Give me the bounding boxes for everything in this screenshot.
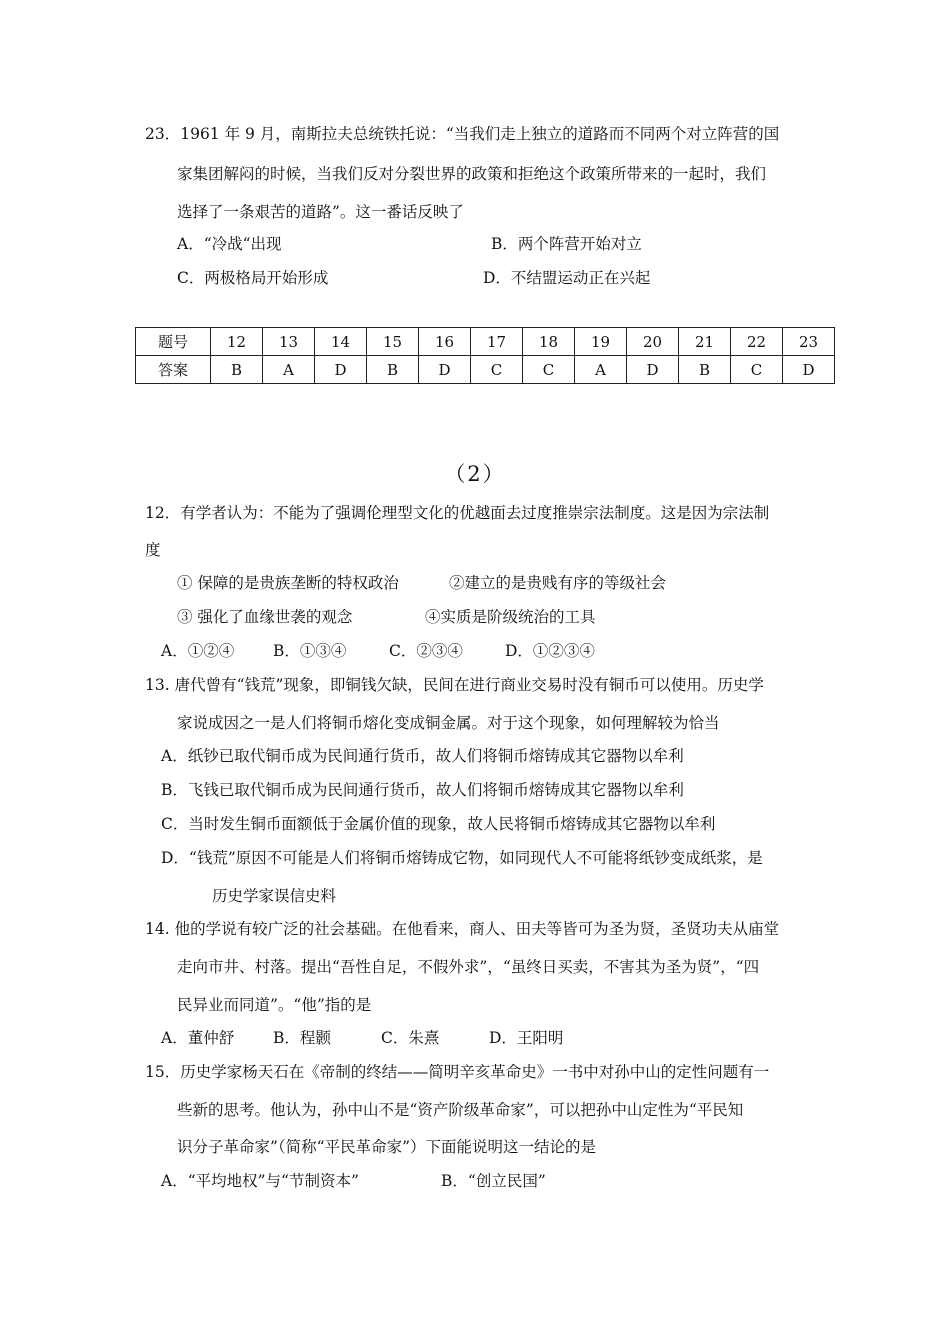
answer-table-answer: D [419, 356, 471, 384]
q13-stem-line1: 13. 唐代曾有“钱荒”现象，即铜钱欠缺，民间在进行商业交易时没有铜币可以使用。历史学 [145, 676, 764, 694]
answer-table-number: 15 [367, 328, 419, 356]
q12-option-c: C．②③④ [389, 642, 463, 660]
answer-table-row-numbers [136, 328, 835, 356]
q13-option-c: C．当时发生铜币面额低于金属价值的现象，故人民将铜币熔铸成其它器物以牟利 [161, 815, 716, 833]
q23-stem-line3: 选择了一条艰苦的道路”。这一番话反映了 [177, 203, 464, 221]
answer-table-number: 22 [731, 328, 783, 356]
answer-table-row-answers [136, 356, 835, 384]
answer-table-answer: A [575, 356, 627, 384]
answer-table-answer: D [315, 356, 367, 384]
q12-statement-2: ②建立的是贵贱有序的等级社会 [449, 574, 667, 592]
q15-stem-line3: 识分子革命家”（简称“平民革命家”）下面能说明这一结论的是 [177, 1138, 597, 1156]
section-title: （2） [444, 462, 506, 486]
answer-table-answer: C [471, 356, 523, 384]
q12-option-a: A．①②④ [161, 642, 235, 660]
answer-table-answer: D [627, 356, 679, 384]
q15-stem-line2: 些新的思考。他认为，孙中山不是“资产阶级革命家”，可以把孙中山定性为“平民知 [177, 1101, 744, 1119]
answer-table [135, 327, 835, 384]
answer-table-answer: B [679, 356, 731, 384]
q15-option-b: B．“创立民国” [441, 1172, 546, 1190]
q15-option-a: A．“平均地权”与“节制资本” [161, 1172, 359, 1190]
q14-option-c: C．朱熹 [381, 1029, 440, 1047]
answer-table-answer: A [263, 356, 315, 384]
answer-table-number: 17 [471, 328, 523, 356]
q12-stem-line2: 度 [145, 541, 161, 559]
q23-option-b: B．两个阵营开始对立 [491, 235, 642, 253]
answer-table-header-answer: 答案 [136, 356, 211, 384]
answer-table-number: 19 [575, 328, 627, 356]
q14-option-b: B．程颢 [273, 1029, 331, 1047]
q12-stem-line1: 12．有学者认为：不能为了强调伦理型文化的优越面去过度推崇宗法制度。这是因为宗法制 [145, 504, 770, 522]
q23-stem-line1: 23．1961 年 9 月，南斯拉夫总统铁托说：“当我们走上独立的道路而不同两个对立阵营的国 [145, 125, 780, 143]
q13-option-b: B．飞钱已取代铜币成为民间通行货币，故人们将铜币熔铸成其它器物以牟利 [161, 781, 684, 799]
answer-table-answer: D [783, 356, 835, 384]
answer-table-answer: B [367, 356, 419, 384]
q13-stem-line2: 家说成因之一是人们将铜币熔化变成铜金属。对于这个现象，如何理解较为恰当 [177, 714, 720, 732]
q23-stem-line2: 家集团解闷的时候，当我们反对分裂世界的政策和拒绝这个政策所带来的一起时，我们 [177, 165, 767, 183]
answer-table-number: 13 [263, 328, 315, 356]
q14-stem-line3: 民异业而同道”。“他”指的是 [177, 996, 372, 1014]
q15-stem-line1: 15．历史学家杨天石在《帝制的终结——简明辛亥革命史》一书中对孙中山的定性问题有一 [145, 1063, 770, 1081]
q13-option-d-line2: 历史学家误信史料 [212, 887, 337, 905]
answer-table-number: 14 [315, 328, 367, 356]
answer-table-number: 18 [523, 328, 575, 356]
answer-table-number: 12 [211, 328, 263, 356]
q14-stem-line1: 14. 他的学说有较广泛的社会基础。在他看来，商人、田夫等皆可为圣为贤，圣贤功夫从庙堂 [145, 920, 780, 938]
q12-statement-4: ④实质是阶级统治的工具 [425, 608, 596, 626]
answer-table-number: 23 [783, 328, 835, 356]
q14-option-a: A．董仲舒 [161, 1029, 235, 1047]
answer-table-answer: C [523, 356, 575, 384]
q12-option-d: D．①②③④ [505, 642, 595, 660]
q23-option-a: A．“冷战“出现 [177, 235, 282, 253]
q23-option-c: C．两极格局开始形成 [177, 269, 329, 287]
answer-table-number: 21 [679, 328, 731, 356]
q12-statement-3: ③ 强化了血缘世袭的观念 [177, 608, 353, 626]
answer-table-header-number: 题号 [136, 328, 211, 356]
q13-option-a: A．纸钞已取代铜币成为民间通行货币，故人们将铜币熔铸成其它器物以牟利 [161, 747, 684, 765]
q23-option-d: D．不结盟运动正在兴起 [483, 269, 651, 287]
answer-table-number: 20 [627, 328, 679, 356]
q12-option-b: B．①③④ [273, 642, 347, 660]
q14-option-d: D．王阳明 [489, 1029, 564, 1047]
q12-statement-1: ① 保障的是贵族垄断的特权政治 [177, 574, 399, 592]
q14-stem-line2: 走向市井、村落。提出“吾性自足，不假外求”，“虽终日买卖，不害其为圣为贤”，“四 [177, 958, 760, 976]
q13-option-d-line1: D．“钱荒”原因不可能是人们将铜币熔铸成它物，如同现代人不可能将纸钞变成纸浆，是 [161, 849, 763, 867]
answer-table-number: 16 [419, 328, 471, 356]
answer-table-answer: C [731, 356, 783, 384]
answer-table-answer: B [211, 356, 263, 384]
